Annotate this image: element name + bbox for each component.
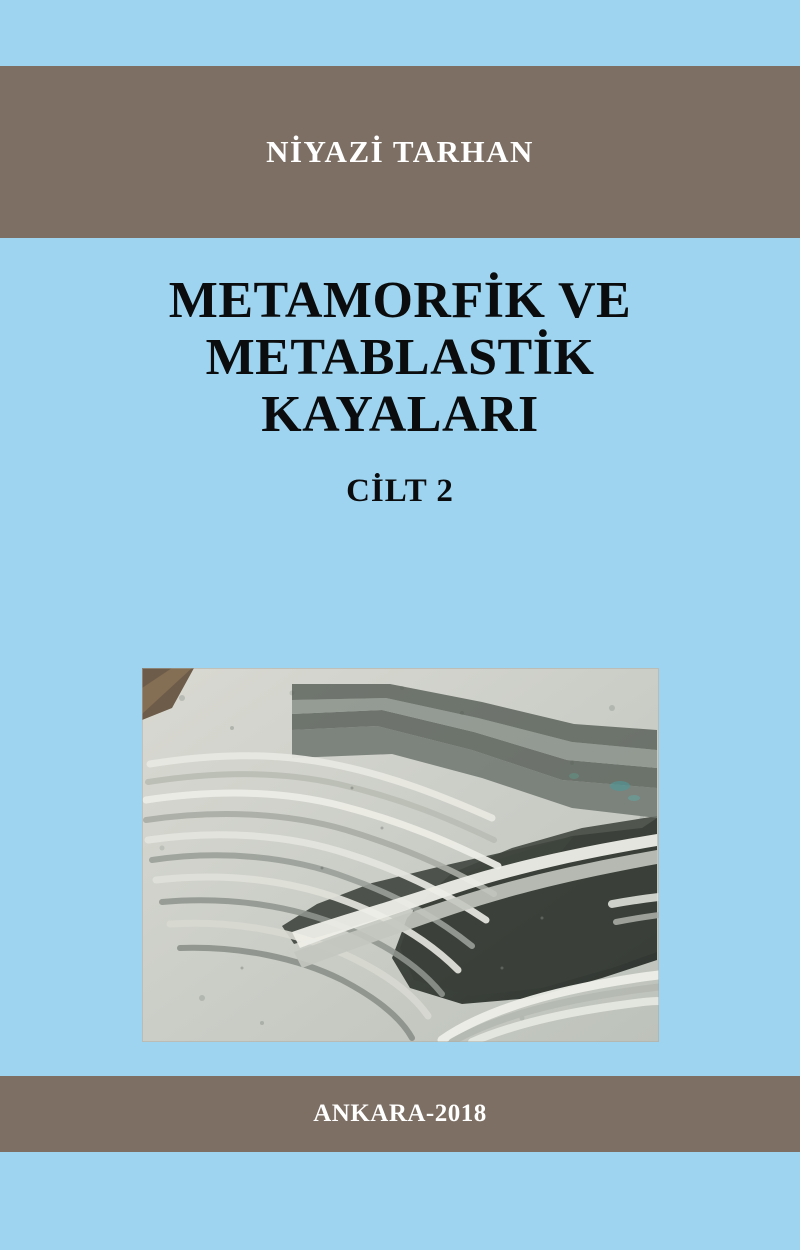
publisher-band <box>0 1076 800 1152</box>
cover-photo-frame <box>142 668 659 1042</box>
volume-label: CİLT 2 <box>346 473 454 509</box>
title-block <box>0 272 800 510</box>
title-line-3: KAYALARI <box>261 386 539 443</box>
author-name: NİYAZİ TARHAN <box>266 134 534 169</box>
rock-photograph <box>142 668 659 1042</box>
title-line-2: METABLASTİK <box>205 329 595 386</box>
title-line-1: METAMORFİK VE <box>168 272 632 329</box>
author-band <box>0 66 800 238</box>
publisher-line: ANKARA-2018 <box>313 1100 487 1127</box>
rock-illustration <box>142 668 659 1042</box>
